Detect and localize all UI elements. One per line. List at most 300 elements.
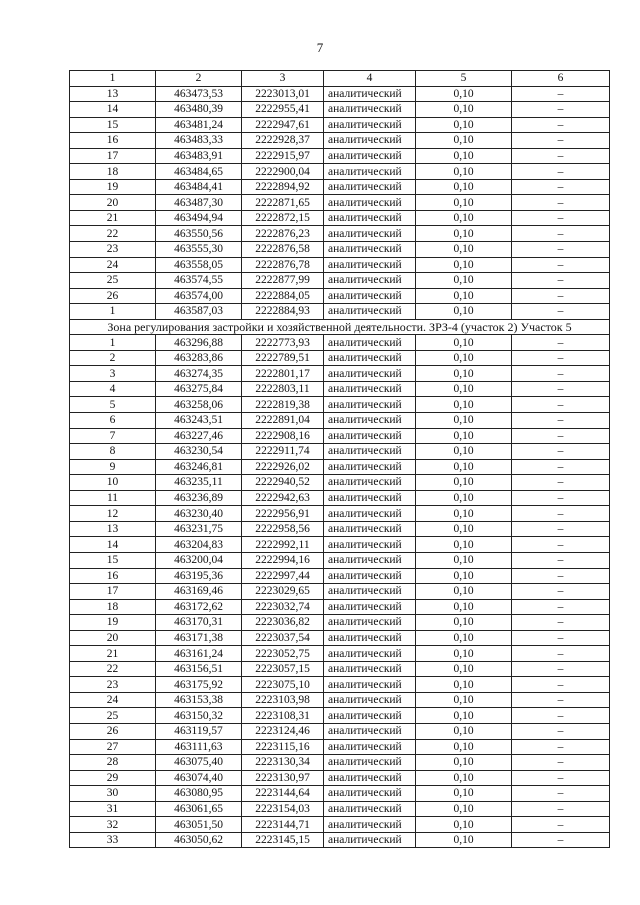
table-cell: 463283,86 [156, 350, 242, 366]
table-cell: аналитический [324, 366, 416, 382]
table-cell: 2222940,52 [242, 475, 324, 491]
table-cell: 23 [70, 242, 156, 258]
table-cell: 2222955,41 [242, 102, 324, 118]
table-cell: 29 [70, 770, 156, 786]
table-cell: – [512, 832, 610, 848]
table-cell: – [512, 661, 610, 677]
table-row [70, 428, 610, 444]
table-cell: – [512, 490, 610, 506]
table-cell: 0,10 [416, 459, 512, 475]
table-cell: 463111,63 [156, 739, 242, 755]
table-cell: 2223103,98 [242, 692, 324, 708]
table-cell: 0,10 [416, 801, 512, 817]
table-cell: 27 [70, 739, 156, 755]
table-cell: 463074,40 [156, 770, 242, 786]
table-cell: 0,10 [416, 102, 512, 118]
table-row [70, 179, 610, 195]
table-row [70, 210, 610, 226]
table-cell: – [512, 708, 610, 724]
table-cell: 463558,05 [156, 257, 242, 273]
table-row [70, 552, 610, 568]
table-cell: аналитический [324, 677, 416, 693]
table-cell: 0,10 [416, 646, 512, 662]
table-cell: 0,10 [416, 552, 512, 568]
table-cell: 4 [70, 381, 156, 397]
table-cell: 463227,46 [156, 428, 242, 444]
table-cell: 0,10 [416, 117, 512, 133]
table-cell: 2222884,05 [242, 288, 324, 304]
table-cell: – [512, 475, 610, 491]
table-cell: 2222872,15 [242, 210, 324, 226]
table-cell: – [512, 428, 610, 444]
table-row [70, 257, 610, 273]
table-cell: 28 [70, 755, 156, 771]
table-cell: 2222958,56 [242, 521, 324, 537]
table-cell: 3 [70, 366, 156, 382]
table-cell: 15 [70, 117, 156, 133]
table-row [70, 117, 610, 133]
table-cell: 463231,75 [156, 521, 242, 537]
table-cell: – [512, 537, 610, 553]
table-cell: 463230,54 [156, 444, 242, 460]
table-cell: 21 [70, 210, 156, 226]
table-cell: 19 [70, 615, 156, 631]
table-cell: 2223037,54 [242, 630, 324, 646]
table-cell: – [512, 102, 610, 118]
table-cell: 0,10 [416, 723, 512, 739]
table-cell: 2222911,74 [242, 444, 324, 460]
table-row [70, 801, 610, 817]
table-cell: 7 [70, 428, 156, 444]
table-cell: 0,10 [416, 475, 512, 491]
table-cell: аналитический [324, 381, 416, 397]
table-cell: 463473,53 [156, 86, 242, 102]
table-cell: – [512, 506, 610, 522]
table-row [70, 304, 610, 320]
table-cell: – [512, 677, 610, 693]
table-cell: 0,10 [416, 692, 512, 708]
table-row [70, 195, 610, 211]
table-cell: аналитический [324, 102, 416, 118]
table-cell: аналитический [324, 179, 416, 195]
table-cell: – [512, 210, 610, 226]
table-row [70, 148, 610, 164]
table-row [70, 366, 610, 382]
table-cell: 1 [70, 304, 156, 320]
table-cell: аналитический [324, 288, 416, 304]
table-cell: – [512, 801, 610, 817]
table-cell: 25 [70, 273, 156, 289]
table-cell: 2222942,63 [242, 490, 324, 506]
column-header: 3 [242, 71, 324, 87]
table-cell: – [512, 413, 610, 429]
table-cell: 0,10 [416, 490, 512, 506]
table-cell: – [512, 273, 610, 289]
table-cell: – [512, 164, 610, 180]
table-cell: – [512, 817, 610, 833]
table-cell: 463487,30 [156, 195, 242, 211]
table-cell: – [512, 195, 610, 211]
table-cell: 463195,36 [156, 568, 242, 584]
table-cell: 0,10 [416, 335, 512, 351]
table-cell: аналитический [324, 117, 416, 133]
table-cell: – [512, 179, 610, 195]
table-cell: 463480,39 [156, 102, 242, 118]
table-cell: 2222900,04 [242, 164, 324, 180]
table-cell: 2223032,74 [242, 599, 324, 615]
table-cell: 463555,30 [156, 242, 242, 258]
table-row [70, 739, 610, 755]
table-cell: 463243,51 [156, 413, 242, 429]
table-row [70, 288, 610, 304]
table-cell: аналитический [324, 692, 416, 708]
table-cell: аналитический [324, 832, 416, 848]
table-cell: 463235,11 [156, 475, 242, 491]
table-cell: аналитический [324, 164, 416, 180]
table-cell: 0,10 [416, 708, 512, 724]
table-cell: 17 [70, 584, 156, 600]
table-cell: аналитический [324, 257, 416, 273]
table-cell: 0,10 [416, 242, 512, 258]
table-cell: – [512, 444, 610, 460]
table-cell: 0,10 [416, 148, 512, 164]
table-cell: 0,10 [416, 428, 512, 444]
table-row [70, 490, 610, 506]
table-cell: – [512, 242, 610, 258]
table-cell: 463494,94 [156, 210, 242, 226]
table-row [70, 164, 610, 180]
table-cell: 463175,92 [156, 677, 242, 693]
table-cell: 2222876,78 [242, 257, 324, 273]
table-cell: 463246,81 [156, 459, 242, 475]
table-cell: 8 [70, 444, 156, 460]
table-cell: 2 [70, 350, 156, 366]
table-row [70, 568, 610, 584]
table-cell: 463150,32 [156, 708, 242, 724]
table-cell: 0,10 [416, 630, 512, 646]
table-cell: 10 [70, 475, 156, 491]
table-cell: – [512, 630, 610, 646]
table-cell: аналитический [324, 537, 416, 553]
table-cell: – [512, 397, 610, 413]
table-row [70, 397, 610, 413]
table-cell: 2223130,97 [242, 770, 324, 786]
table-cell: 26 [70, 288, 156, 304]
table-cell: аналитический [324, 210, 416, 226]
table-cell: – [512, 584, 610, 600]
table-cell: 463483,91 [156, 148, 242, 164]
table-cell: 0,10 [416, 195, 512, 211]
table-cell: 463080,95 [156, 786, 242, 802]
table-cell: аналитический [324, 195, 416, 211]
table-cell: 0,10 [416, 755, 512, 771]
table-cell: 2222891,04 [242, 413, 324, 429]
table-cell: 463296,88 [156, 335, 242, 351]
table-cell: 2222871,65 [242, 195, 324, 211]
table-row [70, 242, 610, 258]
table-row [70, 506, 610, 522]
column-header: 5 [416, 71, 512, 87]
table-cell: 2223145,15 [242, 832, 324, 848]
table-row [70, 335, 610, 351]
table-cell: 0,10 [416, 350, 512, 366]
table-cell: – [512, 86, 610, 102]
table-cell: 463061,65 [156, 801, 242, 817]
table-cell: 15 [70, 552, 156, 568]
table-cell: 463274,35 [156, 366, 242, 382]
table-cell: – [512, 739, 610, 755]
table-cell: 2222997,44 [242, 568, 324, 584]
table-cell: 2223144,64 [242, 786, 324, 802]
table-cell: 463171,38 [156, 630, 242, 646]
table-cell: аналитический [324, 133, 416, 149]
table-cell: 16 [70, 133, 156, 149]
zone-title-row [70, 319, 610, 335]
table-cell: аналитический [324, 226, 416, 242]
table-cell: 17 [70, 148, 156, 164]
table-cell: 14 [70, 102, 156, 118]
table-cell: – [512, 459, 610, 475]
table-cell: – [512, 257, 610, 273]
table-cell: 2222876,23 [242, 226, 324, 242]
table-cell: 0,10 [416, 739, 512, 755]
table-cell: 2222894,92 [242, 179, 324, 195]
table-cell: – [512, 381, 610, 397]
table-row [70, 770, 610, 786]
table-row [70, 677, 610, 693]
table-cell: 11 [70, 490, 156, 506]
table-cell: – [512, 148, 610, 164]
table-row [70, 521, 610, 537]
table-cell: 2222947,61 [242, 117, 324, 133]
table-cell: 12 [70, 506, 156, 522]
table-cell: 0,10 [416, 381, 512, 397]
table-row [70, 661, 610, 677]
table-cell: аналитический [324, 459, 416, 475]
table-row [70, 615, 610, 631]
table-cell: 463200,04 [156, 552, 242, 568]
table-row [70, 708, 610, 724]
table-cell: 26 [70, 723, 156, 739]
table-cell: 0,10 [416, 599, 512, 615]
table-cell: 0,10 [416, 257, 512, 273]
table-row [70, 459, 610, 475]
table-row [70, 413, 610, 429]
table-cell: – [512, 615, 610, 631]
table-cell: 0,10 [416, 677, 512, 693]
table-cell: 2223057,15 [242, 661, 324, 677]
table-cell: 2223115,16 [242, 739, 324, 755]
table-cell: 463483,33 [156, 133, 242, 149]
table-cell: 2223036,82 [242, 615, 324, 631]
table-cell: – [512, 117, 610, 133]
table-cell: 13 [70, 86, 156, 102]
table-cell: – [512, 552, 610, 568]
table-cell: – [512, 350, 610, 366]
table-cell: аналитический [324, 444, 416, 460]
table-row [70, 646, 610, 662]
table-cell: 0,10 [416, 226, 512, 242]
table-cell: 463236,89 [156, 490, 242, 506]
table-cell: 0,10 [416, 366, 512, 382]
table-cell: 2222956,91 [242, 506, 324, 522]
table-cell: 30 [70, 786, 156, 802]
table-cell: 0,10 [416, 164, 512, 180]
table-cell: 20 [70, 195, 156, 211]
table-cell: аналитический [324, 615, 416, 631]
table-cell: 463574,55 [156, 273, 242, 289]
table-cell: 2222992,11 [242, 537, 324, 553]
table-cell: 2222908,16 [242, 428, 324, 444]
table-cell: аналитический [324, 801, 416, 817]
table-cell: 0,10 [416, 817, 512, 833]
table-cell: аналитический [324, 335, 416, 351]
table-cell: 2222803,11 [242, 381, 324, 397]
table-cell: 463275,84 [156, 381, 242, 397]
table-cell: 0,10 [416, 288, 512, 304]
table-cell: – [512, 770, 610, 786]
table-cell: – [512, 786, 610, 802]
table-cell: аналитический [324, 568, 416, 584]
table-cell: 2223124,46 [242, 723, 324, 739]
table-cell: – [512, 521, 610, 537]
table-cell: 13 [70, 521, 156, 537]
table-cell: аналитический [324, 661, 416, 677]
table-cell: аналитический [324, 817, 416, 833]
table-row [70, 630, 610, 646]
table-cell: 463169,46 [156, 584, 242, 600]
table-cell: 21 [70, 646, 156, 662]
table-cell: – [512, 133, 610, 149]
table-cell: 463587,03 [156, 304, 242, 320]
table-cell: аналитический [324, 273, 416, 289]
table-cell: 2223154,03 [242, 801, 324, 817]
table-cell: аналитический [324, 148, 416, 164]
table-cell: 2223029,65 [242, 584, 324, 600]
table-cell: 463172,62 [156, 599, 242, 615]
table-row [70, 381, 610, 397]
table-row [70, 599, 610, 615]
table-cell: аналитический [324, 584, 416, 600]
table-cell: 2223052,75 [242, 646, 324, 662]
table-cell: 463481,24 [156, 117, 242, 133]
table-cell: 0,10 [416, 86, 512, 102]
table-cell: – [512, 304, 610, 320]
table-cell: 32 [70, 817, 156, 833]
table-cell: 2222926,02 [242, 459, 324, 475]
table-cell: 463574,00 [156, 288, 242, 304]
table-cell: 0,10 [416, 832, 512, 848]
table-row [70, 86, 610, 102]
table-cell: 463230,40 [156, 506, 242, 522]
table-cell: аналитический [324, 630, 416, 646]
table-cell: 0,10 [416, 210, 512, 226]
table-cell: 2222915,97 [242, 148, 324, 164]
table-cell: 33 [70, 832, 156, 848]
table-cell: 18 [70, 599, 156, 615]
table-cell: 25 [70, 708, 156, 724]
table-row [70, 350, 610, 366]
table-cell: 463161,24 [156, 646, 242, 662]
table-cell: аналитический [324, 786, 416, 802]
table-cell: – [512, 226, 610, 242]
table-cell: 0,10 [416, 568, 512, 584]
table-cell: аналитический [324, 739, 416, 755]
table-cell: аналитический [324, 708, 416, 724]
table-row [70, 723, 610, 739]
table-cell: аналитический [324, 755, 416, 771]
table-row [70, 226, 610, 242]
table-cell: 2222884,93 [242, 304, 324, 320]
table-cell: 0,10 [416, 273, 512, 289]
table-cell: 1 [70, 335, 156, 351]
table-cell: 22 [70, 226, 156, 242]
table-cell: аналитический [324, 506, 416, 522]
table-cell: 2223075,10 [242, 677, 324, 693]
table-cell: 5 [70, 397, 156, 413]
table-cell: – [512, 599, 610, 615]
table-cell: 0,10 [416, 413, 512, 429]
table-row [70, 584, 610, 600]
table-cell: аналитический [324, 475, 416, 491]
table-cell: 2223013,01 [242, 86, 324, 102]
table-cell: аналитический [324, 552, 416, 568]
table-cell: 0,10 [416, 661, 512, 677]
table-row [70, 475, 610, 491]
table-cell: 2222876,58 [242, 242, 324, 258]
table-cell: 31 [70, 801, 156, 817]
table-cell: 2222819,38 [242, 397, 324, 413]
table-cell: – [512, 692, 610, 708]
table-cell: – [512, 755, 610, 771]
table-cell: аналитический [324, 397, 416, 413]
table-cell: 24 [70, 692, 156, 708]
column-header: 4 [324, 71, 416, 87]
table-cell: 463156,51 [156, 661, 242, 677]
table-cell: – [512, 723, 610, 739]
table-row [70, 786, 610, 802]
table-cell: 463484,65 [156, 164, 242, 180]
table-cell: – [512, 366, 610, 382]
coordinates-table-body [70, 71, 610, 848]
table-cell: 463204,83 [156, 537, 242, 553]
table-row [70, 832, 610, 848]
table-cell: 463051,50 [156, 817, 242, 833]
table-cell: – [512, 335, 610, 351]
zone-title: Зона регулирования застройки и хозяйственной деятельности. ЗРЗ-4 (участок 2) Участок 5 [70, 319, 610, 335]
table-cell: 2222773,93 [242, 335, 324, 351]
table-cell: 18 [70, 164, 156, 180]
table-cell: 2223108,31 [242, 708, 324, 724]
table-cell: 24 [70, 257, 156, 273]
table-cell: аналитический [324, 770, 416, 786]
column-header: 6 [512, 71, 610, 87]
table-cell: 0,10 [416, 304, 512, 320]
table-cell: 6 [70, 413, 156, 429]
table-cell: аналитический [324, 304, 416, 320]
table-cell: 14 [70, 537, 156, 553]
table-cell: 463075,40 [156, 755, 242, 771]
table-row [70, 102, 610, 118]
table-cell: 0,10 [416, 770, 512, 786]
table-cell: 2222928,37 [242, 133, 324, 149]
table-cell: 0,10 [416, 521, 512, 537]
table-cell: аналитический [324, 350, 416, 366]
table-cell: 0,10 [416, 397, 512, 413]
table-cell: аналитический [324, 521, 416, 537]
table-cell: 20 [70, 630, 156, 646]
table-cell: 0,10 [416, 179, 512, 195]
